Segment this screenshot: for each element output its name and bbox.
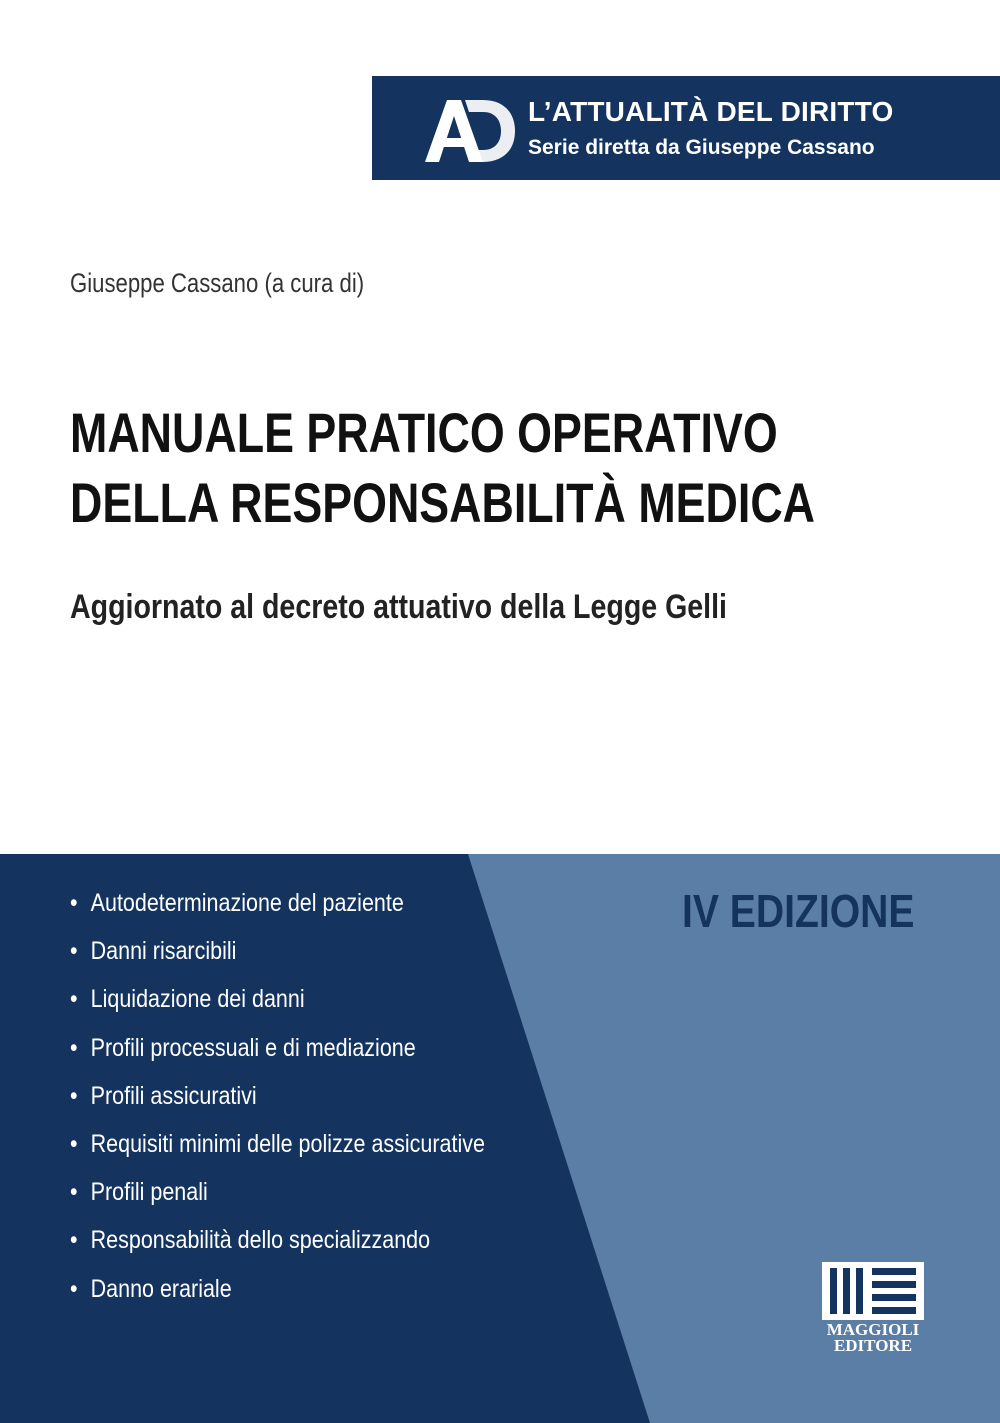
book-title [70,398,815,538]
book-subtitle: Aggiornato al decreto attuativo della Legge Gelli [70,588,727,626]
bullet-icon: • [70,1226,78,1255]
bullet-icon: • [70,937,78,966]
bullet-icon: • [70,1129,78,1158]
bullet-icon: • [70,1178,78,1207]
bullet-icon: • [70,1033,78,1062]
book-author: Giuseppe Cassano (a cura di) [70,268,365,298]
topic-list [70,884,553,1318]
edition-label: IV EDIZIONE [682,885,915,937]
topic-item: • Profili processuali e di mediazione [70,1029,485,1077]
bullet-icon: • [70,1081,78,1110]
topic-item: • Liquidazione dei danni [70,980,485,1028]
publisher-logo [822,1262,924,1352]
topic-item: • Profili penali [70,1173,485,1221]
topic-item: • Autodeterminazione del paziente [70,884,485,932]
series-subtitle: Serie diretta da Giuseppe Cassano [528,136,875,159]
book-title-line-1: MANUALE PRATICO OPERATIVO [70,401,778,464]
publisher-name-line-1: MAGGIOLI [826,1320,920,1339]
bullet-icon: • [70,985,78,1014]
book-title-line-2: DELLA RESPONSABILITÀ MEDICA [70,471,816,534]
series-title: L’ATTUALITÀ DEL DIRITTO [528,96,894,127]
publisher-name-line-2: EDITORE [833,1336,913,1352]
bullet-icon: • [70,1274,78,1303]
bullet-icon: • [70,889,78,917]
series-logo [425,100,515,162]
topic-item: • Danno erariale [70,1270,485,1318]
topic-item: • Danni risarcibili [70,932,485,980]
topic-item: • Profili assicurativi [70,1077,485,1125]
topic-item: • Requisiti minimi delle polizze assicurative [70,1125,485,1173]
topic-item: • Responsabilità dello specializzando [70,1221,485,1269]
